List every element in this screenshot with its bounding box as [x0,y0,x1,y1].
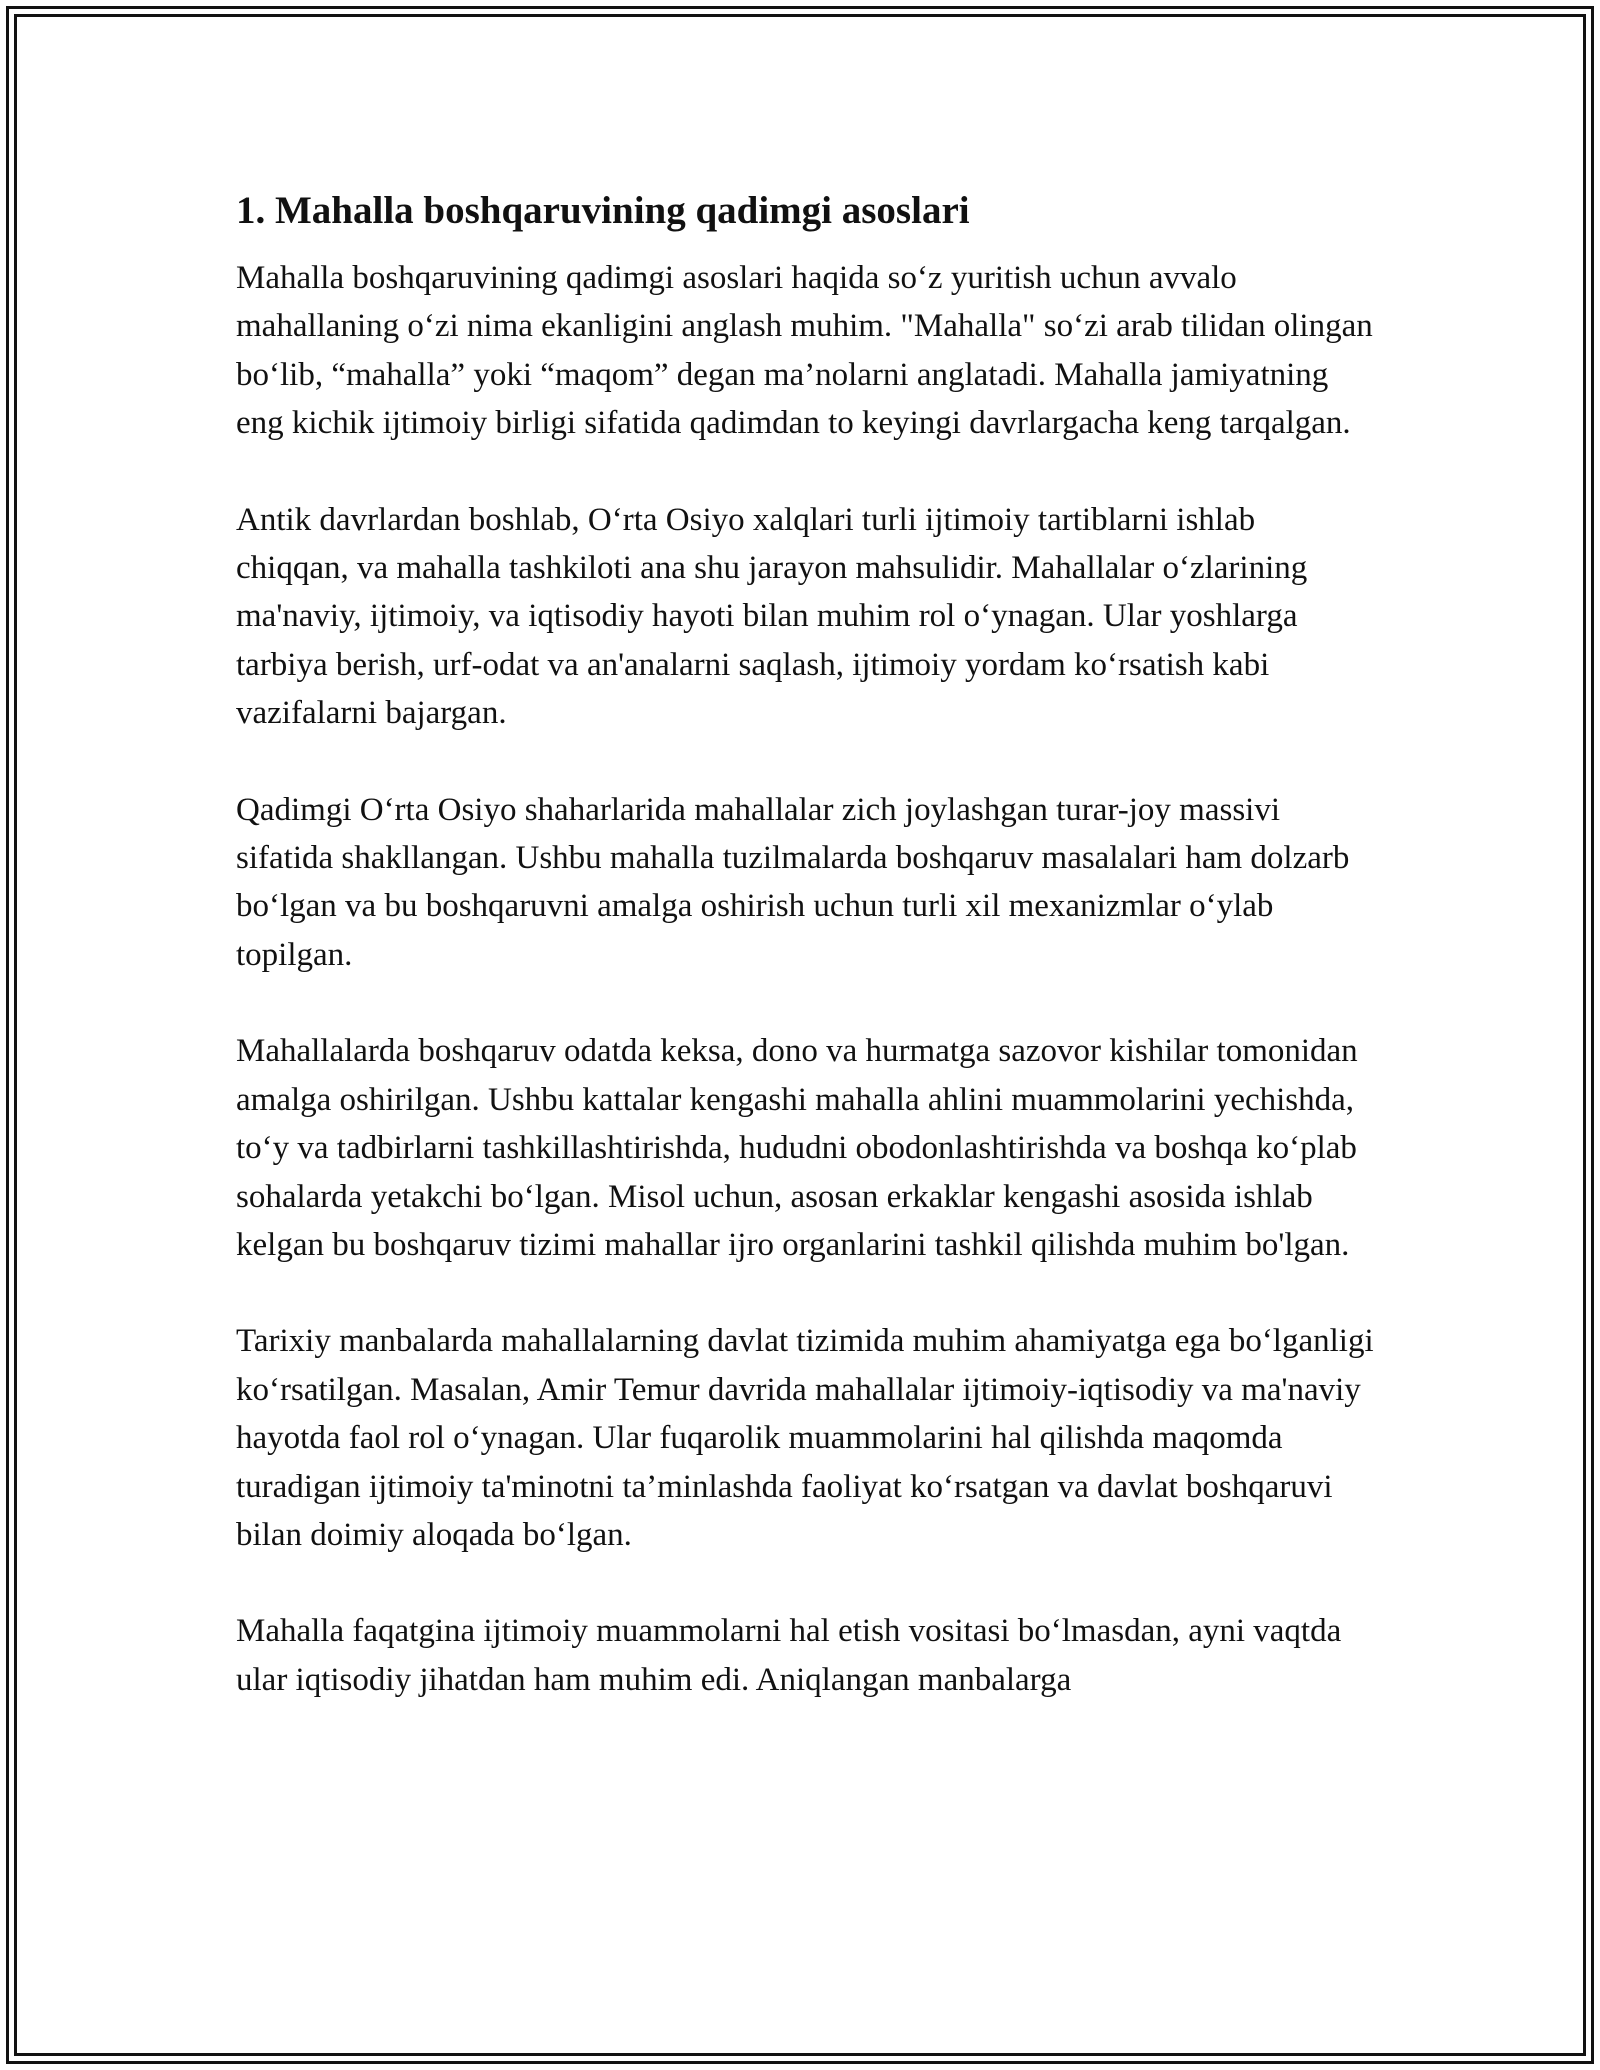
paragraph-6: Mahalla faqatgina ijtimoiy muammolarni hal etish vositasi bo‘lmasdan, ayni vaqtda ular iqtisodiy jihatdan ham muhim edi. Aniqlangan manbalarga [236,1613,1342,1698]
section-title: 1. Mahalla boshqaruvining qadimgi asoslari [236,189,970,232]
paragraph-3: Qadimgi O‘rta Osiyo shaharlarida mahallalar zich joylashgan turar-joy massivi sifatida shakllangan. Ushbu mahalla tuzilmalarda boshqaruv masalalari ham dolzarb bo‘lgan va bu boshqaruvni amalga oshirish uchun turli xil mexanizmlar o‘ylab topilgan. [236,791,1350,973]
document-body [236,186,1376,1752]
paragraph-5: Tarixiy manbalarda mahallalarning davlat tizimida muhim ahamiyatga ega bo‘lganligi ko‘rsatilgan. Masalan, Amir Temur davrida mahallalar ijtimoiy-iqtisodiy va ma'naviy hayotda faol rol o‘ynagan. Ular fuqarolik muammolarini hal qilishda maqomda turadigan ijtimoiy ta'minotni ta’minlashda faoliyat ko‘rsatgan va davlat boshqaruvi bilan doimiy aloqada bo‘lgan. [236,1323,1374,1553]
paragraph-4: Mahallalarda boshqaruv odatda keksa, dono va hurmatga sazovor kishilar tomonidan amalga oshirilgan. Ushbu kattalar kengashi mahalla ahlini muammolarini yechishda, to‘y va tadbirlarni tashkillashtirishda, hududni obodonlashtirishda va boshqa ko‘plab sohalarda yetakchi bo‘lgan. Misol uchun, asosan erkaklar kengashi asosida ishlab kelgan bu boshqaruv tizimi mahallar ijro organlarini tashkil qilishda muhim bo'lgan. [236,1033,1358,1263]
paragraph-2: Antik davrlardan boshlab, O‘rta Osiyo xalqlari turli ijtimoiy tartiblarni ishlab chiqqan, va mahalla tashkiloti ana shu jarayon mahsulidir. Mahallalar o‘zlarining ma'naviy, ijtimoiy, va iqtisodiy hayoti bilan muhim rol o‘ynagan. Ular yoshlarga tarbiya berish, urf-odat va an'analarni saqlash, ijtimoiy yordam ko‘rsatish kabi vazifalarni bajargan. [236,501,1308,732]
paragraph-1: Mahalla boshqaruvining qadimgi asoslari haqida so‘z yuritish uchun avvalo mahallaning o‘zi nima ekanligini anglash muhim. "Mahalla" so‘zi arab tilidan olingan bo‘lib, “mahalla” yoki “maqom” degan ma’nolarni anglatadi. Mahalla jamiyatning eng kichik ijtimoiy birligi sifatida qadimdan to keyingi davrlargacha keng tarqalgan. [236,260,1373,442]
